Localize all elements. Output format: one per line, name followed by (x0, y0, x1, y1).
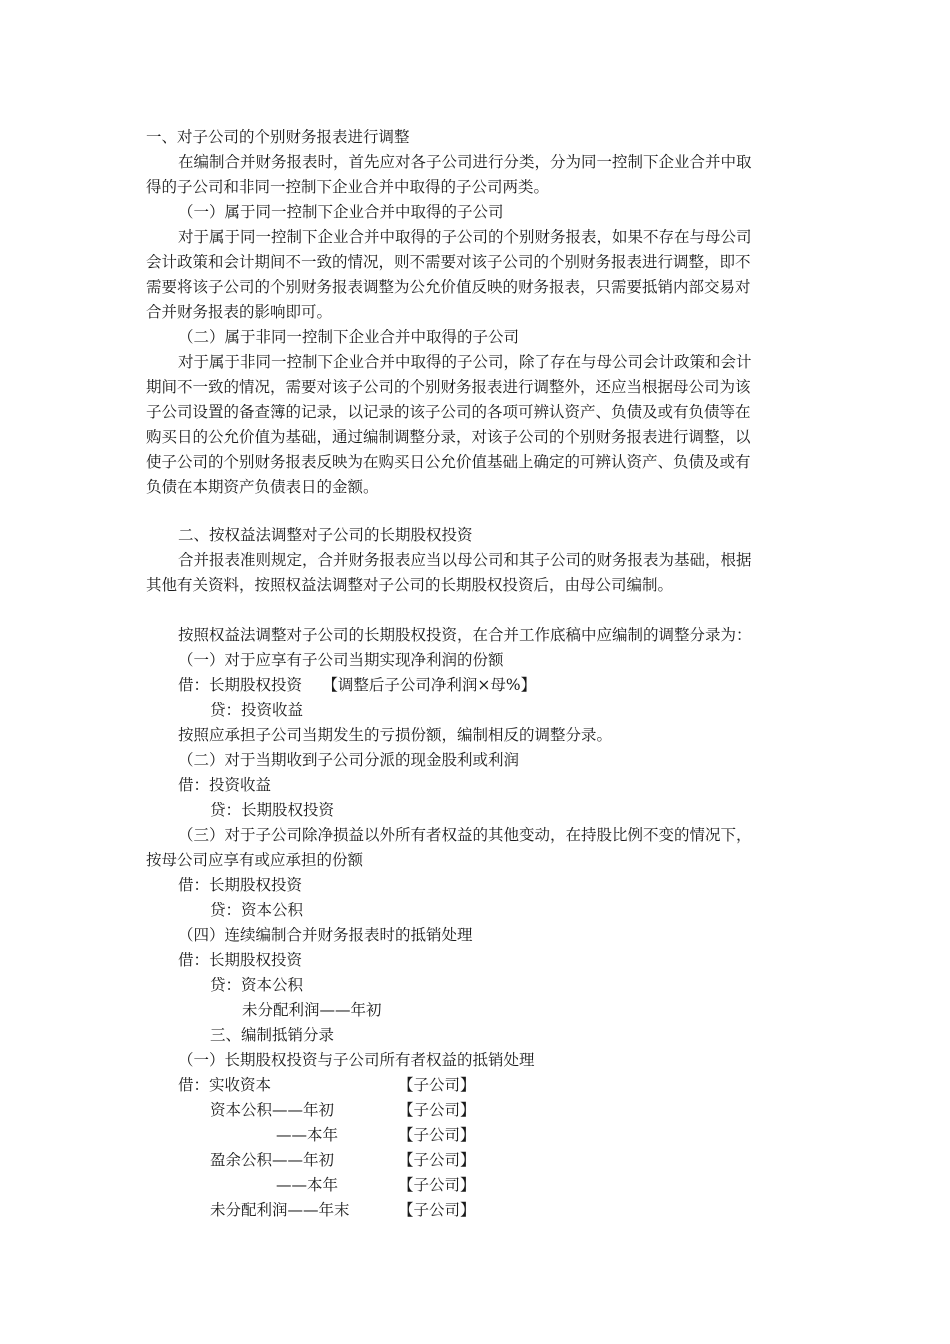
section1-sub1-body-line: 会计政策和会计期间不一致的情况，则不需要对该子公司的个别财务报表进行调整，即不 (146, 253, 751, 271)
entry3-debit: 借：长期股权投资 (178, 876, 303, 894)
entry1-title: （一）对于应享有子公司当期实现净利润的份额 (178, 651, 504, 669)
entry1-credit: 贷：投资收益 (210, 701, 304, 719)
entry3-credit: 贷：资本公积 (210, 901, 304, 919)
entry2-debit: 借：投资收益 (178, 776, 272, 794)
entry1-debit: 借：长期股权投资 【调整后子公司净利润×母%】 (178, 676, 537, 694)
section1-sub2-body-line: 子公司设置的备查簿的记录，以记录的该子公司的各项可辨认资产、负债及或有负债等在 (146, 403, 751, 421)
entry4-credit: 未分配利润——年初 (242, 1001, 382, 1019)
section1-intro-line: 在编制合并财务报表时，首先应对各子公司进行分类，分为同一控制下企业合并中取 (178, 153, 752, 171)
section2-intro-line: 其他有关资料，按照权益法调整对子公司的长期股权投资后，由母公司编制。 (146, 576, 674, 594)
entry3-title-line: 按母公司应享有或应承担的份额 (146, 851, 364, 869)
offset-row-label: 盈余公积——年初 (210, 1151, 335, 1169)
offset-row-label: 借：实收资本 (178, 1076, 272, 1094)
offset-row-bracket: 【子公司】 (398, 1176, 476, 1194)
section3-heading: 三、编制抵销分录 (210, 1026, 335, 1044)
offset-row-bracket: 【子公司】 (398, 1151, 476, 1169)
entry2-title: （二）对于当期收到子公司分派的现金股利或利润 (178, 751, 520, 769)
entry2-credit: 贷：长期股权投资 (210, 801, 335, 819)
section1-intro-line: 得的子公司和非同一控制下企业合并中取得的子公司两类。 (146, 178, 550, 196)
offset-row-label: 资本公积——年初 (210, 1101, 335, 1119)
entry4-debit: 借：长期股权投资 (178, 951, 303, 969)
section2-entries-intro: 按照权益法调整对子公司的长期股权投资，在合并工作底稿中应编制的调整分录为： (178, 626, 752, 644)
section1-sub2-body-line: 负债在本期资产负债表日的金额。 (146, 478, 379, 496)
offset-row-bracket: 【子公司】 (398, 1201, 476, 1219)
section1-sub1-body-line: 合并财务报表的影响即可。 (146, 303, 333, 321)
offset-row-label: ——本年 (276, 1126, 339, 1144)
offset-row-bracket: 【子公司】 (398, 1126, 476, 1144)
section2-intro-line: 合并报表准则规定，合并财务报表应当以母公司和其子公司的财务报表为基础，根据 (178, 551, 752, 569)
offset-row-label: ——本年 (276, 1176, 339, 1194)
section1-heading: 一、对子公司的个别财务报表进行调整 (146, 128, 410, 146)
section2-heading: 二、按权益法调整对子公司的长期股权投资 (178, 526, 473, 544)
section1-sub1-body-line: 对于属于同一控制下企业合并中取得的子公司的个别财务报表，如果不存在与母公司 (178, 228, 752, 246)
section1-sub2-title: （二）属于非同一控制下企业合并中取得的子公司 (178, 328, 520, 346)
section3-sub1-title: （一）长期股权投资与子公司所有者权益的抵销处理 (178, 1051, 535, 1069)
entry4-credit: 贷：资本公积 (210, 976, 304, 994)
section1-sub2-body-line: 对于属于非同一控制下企业合并中取得的子公司，除了存在与母公司会计政策和会计 (178, 353, 752, 371)
offset-row-bracket: 【子公司】 (398, 1101, 476, 1119)
section1-sub1-body-line: 需要将该子公司的个别财务报表调整为公允价值反映的财务报表，只需要抵销内部交易对 (146, 278, 751, 296)
offset-row-label: 未分配利润——年末 (210, 1201, 350, 1219)
entry1-note: 按照应承担子公司当期发生的亏损份额，编制相反的调整分录。 (178, 726, 613, 744)
section1-sub2-body-line: 购买日的公允价值为基础，通过编制调整分录，对该子公司的个别财务报表进行调整，以 (146, 428, 751, 446)
section1-sub2-body-line: 期间不一致的情况，需要对该子公司的个别财务报表进行调整外，还应当根据母公司为该 (146, 378, 751, 396)
entry4-title: （四）连续编制合并财务报表时的抵销处理 (178, 926, 473, 944)
entry3-title-line: （三）对于子公司除净损益以外所有者权益的其他变动，在持股比例不变的情况下， (178, 826, 752, 844)
section1-sub2-body-line: 使子公司的个别财务报表反映为在购买日公允价值基础上确定的可辨认资产、负债及或有 (146, 453, 751, 471)
offset-row-bracket: 【子公司】 (398, 1076, 476, 1094)
section1-sub1-title: （一）属于同一控制下企业合并中取得的子公司 (178, 203, 504, 221)
